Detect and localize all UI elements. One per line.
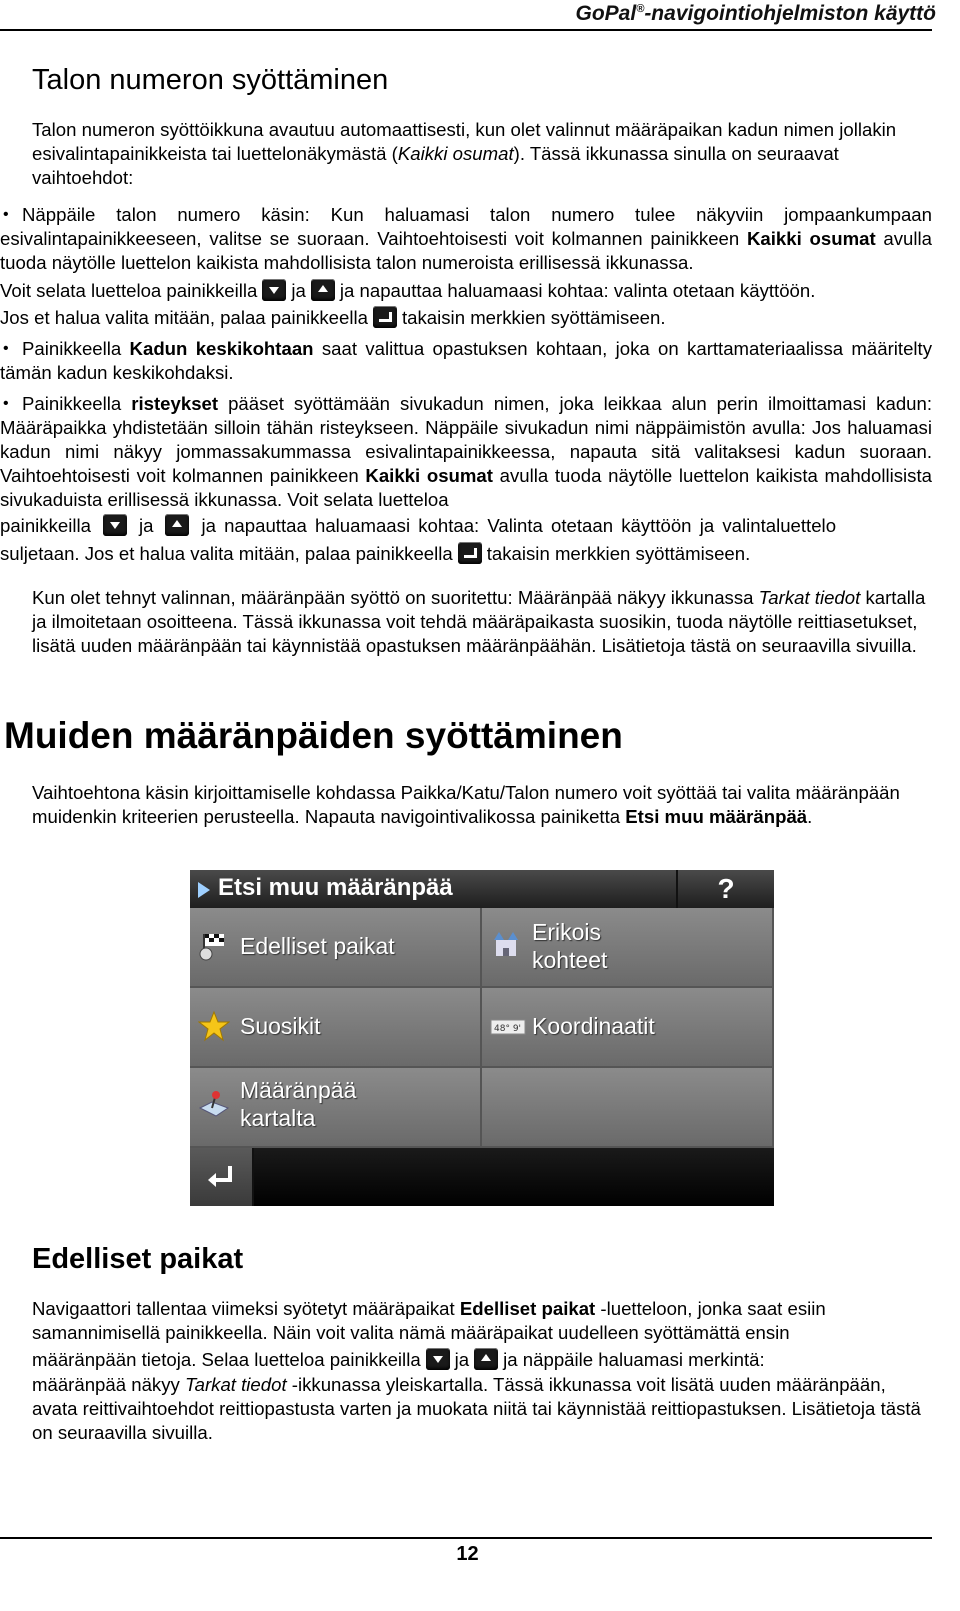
bullet-dot-1: •: [3, 206, 9, 223]
bullet-dot-3: •: [3, 395, 9, 412]
section-2-paragraph: [32, 781, 928, 829]
back-icon: [458, 542, 482, 564]
bullet-1-text-a: Näppäile talon numero käsin: Kun haluamasi talon numero tulee näkyviin jompaankumpaan esivalintapainikkeeseen, valitse se suoraan. Vaihtoehtoisesti voit kolmannen painikkeen: [0, 204, 932, 249]
section-3-text-b: -luetteloon, jonka saat esiin samannimisellä painikkeella. Näin voit valita nämä määräpaikat uudelleen syöttämättä ensin: [32, 1298, 826, 1343]
page-number: 12: [456, 1543, 479, 1565]
menu-label-line-1: Määränpää: [240, 1077, 357, 1103]
bullet-3-bold-2: Kaikki osumat: [365, 465, 493, 486]
menu-label: Koordinaatit: [532, 1013, 655, 1039]
menu-label: [532, 918, 607, 974]
return-arrow-icon: [204, 1160, 238, 1194]
menu-item-favorites[interactable]: [190, 988, 482, 1068]
intro-text-b: ). Tässä ikkunassa sinulla on seuraavat vaihtoehdot:: [32, 143, 839, 188]
bullet-1-text-d: ja napauttaa haluamaasi kohtaa: valinta otetaan käyttöön.: [339, 280, 816, 301]
registered-mark: ®: [636, 3, 645, 15]
play-icon: [198, 882, 210, 898]
help-button[interactable]: ?: [676, 870, 774, 908]
intro-paragraph: [32, 118, 928, 190]
section-heading-other-destinations: Muiden määränpäiden syöttäminen: [4, 715, 623, 756]
section-3-paragraph-b: [32, 1373, 928, 1445]
bullet-3-text-d: painikkeilla: [0, 515, 91, 536]
header-rule: [0, 29, 932, 31]
running-header: [576, 2, 936, 26]
menu-label-line-2: kartalta: [240, 1105, 316, 1131]
bullet-1-text-c: Voit selata luetteloa painikkeilla: [0, 280, 258, 301]
outro-paragraph: [32, 586, 928, 658]
section-3-italic: Tarkat tiedot: [184, 1374, 287, 1395]
menu-label-line-2: kohteet: [532, 947, 608, 973]
castle-icon: [490, 928, 522, 960]
bullet-dot-2: •: [3, 340, 9, 357]
menu-label: Suosikit: [240, 1013, 321, 1039]
scroll-up-icon: [165, 514, 189, 536]
section-3-scroll-line: [32, 1348, 932, 1372]
bullet-1-ja: ja: [291, 280, 306, 301]
footer-rule: [0, 1537, 932, 1539]
outro-text-a: Kun olet tehnyt valinnan, määränpään syöttö on suoritettu: Määränpää näkyy ikkunassa: [32, 587, 759, 608]
scroll-up-icon: [474, 1348, 498, 1370]
scroll-down-icon: [103, 514, 127, 536]
bullet-3-back-line: [0, 542, 935, 566]
section-2-text-a: Vaihtoehtona käsin kirjoittamiselle kohdassa Paikka/Katu/Talon numero voit syöttää tai valita määränpään muidenkin kriteerien perusteella. Napauta navigointivalikossa painiketta: [32, 782, 900, 827]
section-3-text-d: ja näppäile haluamasi merkintä:: [503, 1349, 765, 1370]
bullet-3-text-f: suljetaan. Jos et halua valita mitään, palaa painikkeella: [0, 543, 453, 564]
section-3-text-f: -ikkunassa yleiskartalla. Tässä ikkunassa voit lisätä uuden määränpään, avata reittivaihtoehdot reittiopastusta varten ja muokata niitä tai käynnistää reittiopastuksen. Lisätietoja tästä on seuraavilla sivuilla.: [32, 1374, 921, 1443]
bullet-2-text-a: Painikkeella: [22, 338, 130, 359]
menu-item-coordinates[interactable]: [482, 988, 774, 1068]
bullet-1-text-f: takaisin merkkien syöttämiseen.: [401, 307, 666, 328]
screen-footer: [190, 1148, 774, 1206]
screen-title: Etsi muu määränpää: [218, 874, 453, 901]
menu-item-special-places[interactable]: [482, 908, 774, 988]
menu-label: [240, 1076, 356, 1132]
bullet-2-text-b: saat valittua opastuksen kohtaan, joka on karttamateriaalissa määritelty tämän kadun keskikohdaksi.: [0, 338, 933, 383]
bullet-3-text-e: ja napauttaa haluamaasi kohtaa: Valinta otetaan käyttöön ja valintaluettelo: [201, 515, 837, 536]
section-3-text-c: määränpään tietoja. Selaa luetteloa painikkeilla: [32, 1349, 421, 1370]
menu-item-destination-from-map[interactable]: [190, 1068, 482, 1148]
map-pin-icon: [198, 1090, 230, 1122]
scroll-down-icon: [262, 279, 286, 301]
bullet-1-text-b: avulla tuoda näytölle luettelon kaikista mahdollisista talon numeroista erillisessä ikkunassa.: [0, 228, 932, 273]
bullet-1-text-e: Jos et halua valita mitään, palaa painikkeella: [0, 307, 368, 328]
header-rest: -navigointiohjelmiston käyttö: [644, 2, 936, 25]
menu-label: Edelliset paikat: [240, 933, 395, 959]
section-2-bold: Etsi muu määränpää: [625, 806, 808, 827]
outro-text-b: kartalla ja ilmoitetaan osoitteena. Tässä ikkunassa voit tehdä määräpaikasta suosikin, tuoda näytölle reittiasetukset, lisätä uuden määränpään tai käynnistää opastuksen määränpäähän. Lisätietoja tästä on seuraavilla sivuilla.: [32, 587, 926, 656]
bullet-1-scroll-line: [0, 279, 935, 303]
coordinates-badge: 48° 9': [494, 1024, 522, 1034]
bullet-3-text-c: avulla tuoda näytölle luettelon kaikista mahdollisista sivukaduista erillisessä ikkunassa. Voit selata luetteloa: [0, 465, 932, 510]
section-heading-house-number: Talon numeron syöttäminen: [32, 64, 389, 96]
screen-title-bar: [190, 870, 774, 908]
back-icon: [373, 306, 397, 328]
intro-text-a: Talon numeron syöttöikkuna avautuu automaattisesti, kun olet valinnut määräpaikan kadun nimen jollakin esivalintapainikkeista tai luettelonäkymästä (: [32, 119, 897, 164]
section-3-text-e: määränpää näkyy: [32, 1374, 185, 1395]
section-3-paragraph-a: [32, 1297, 928, 1345]
bullet-3-scroll-line: [0, 514, 935, 538]
menu-item-previous-places[interactable]: [190, 908, 482, 988]
section-3-text-a: Navigaattori tallentaa viimeksi syötetyt määräpaikat: [32, 1298, 460, 1319]
intro-italic: Kaikki osumat: [397, 143, 514, 164]
bullet-3-text-g: takaisin merkkien syöttämiseen.: [486, 543, 751, 564]
footer-empty-area: [254, 1148, 774, 1206]
bullet-2: [0, 337, 932, 385]
menu-label-line-1: Erikois: [532, 919, 602, 945]
bullet-3-text-b: pääset syöttämään sivukadun nimen, joka leikkaa alun perin ilmoittamasi kadun: Määräpaikka yhdistetään silloin tähän risteykseen. Näppäile sivukadun nimi näppäimistön avulla: Jos haluamasi kadun nimi näkyy jommassakummassa esivalintapainikkeessa, napauta sitä valitaksesi kadun suoraan. Vaihtoehtoisesti voit kolmannen painikkeen: [0, 393, 933, 486]
bullet-3-bold: risteykset: [131, 393, 219, 414]
bullet-1-back-line: [0, 306, 935, 330]
section-2-text-b: .: [807, 806, 813, 827]
bullet-3: [0, 392, 932, 512]
section-3-ja: ja: [454, 1349, 470, 1370]
menu-item-empty: [482, 1068, 774, 1148]
bullet-1-bold: Kaikki osumat: [746, 228, 876, 249]
bullet-3-text-a: Painikkeella: [22, 393, 132, 414]
menu-grid: [190, 908, 774, 1148]
bullet-2-bold: Kadun keskikohtaan: [129, 338, 314, 359]
coordinates-icon: [490, 1012, 526, 1044]
flag-clock-icon: [198, 930, 230, 962]
scroll-down-icon: [426, 1348, 450, 1370]
header-brand: GoPal: [575, 2, 637, 25]
section-heading-previous-places: Edelliset paikat: [32, 1243, 244, 1275]
bullet-3-ja: ja: [138, 515, 154, 536]
back-button[interactable]: [190, 1148, 254, 1206]
device-screenshot: [190, 870, 774, 1206]
section-3-bold: Edelliset paikat: [459, 1298, 596, 1319]
outro-italic: Tarkat tiedot: [758, 587, 861, 608]
bullet-1: [0, 203, 932, 275]
scroll-up-icon: [311, 279, 335, 301]
star-icon: [198, 1010, 230, 1042]
